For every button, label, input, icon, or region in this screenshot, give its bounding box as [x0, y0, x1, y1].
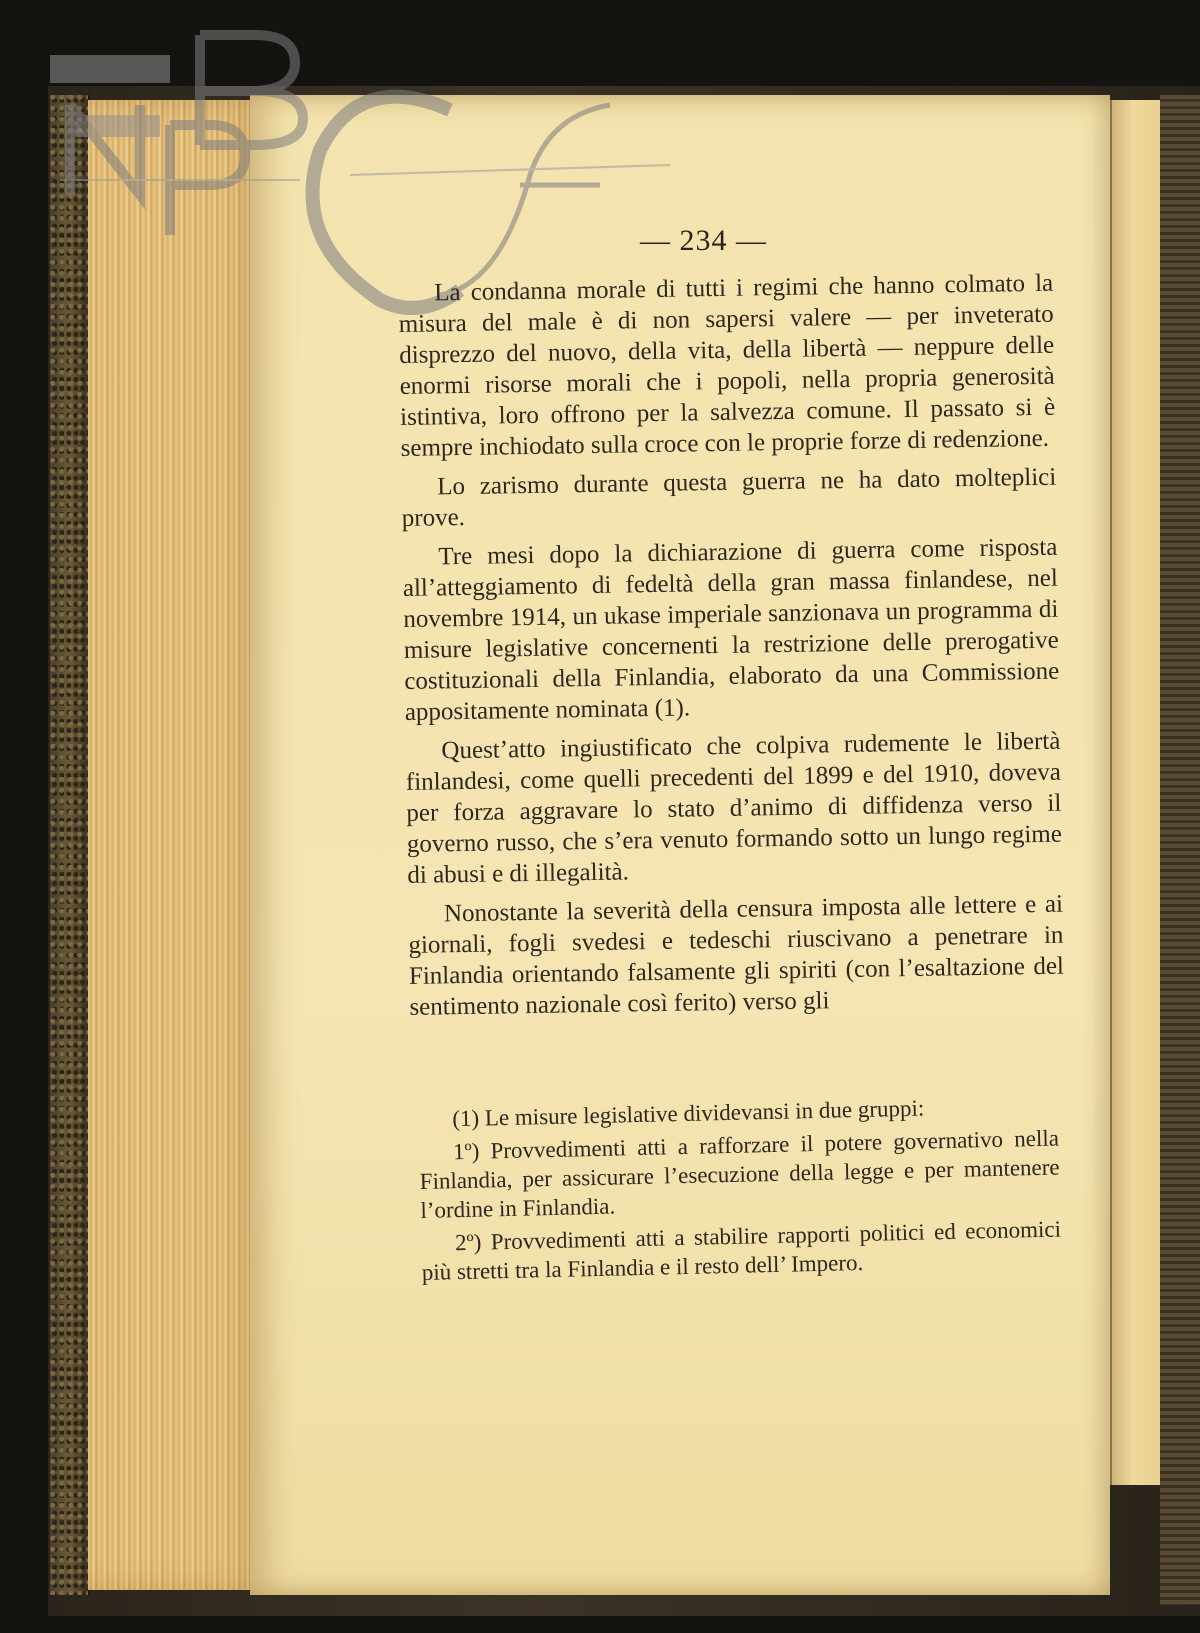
footnote: (1) Le misure legislative dividevansi in due gruppi:: [452, 1095, 925, 1132]
paragraph: Tre mesi dopo la dichiarazione di guerra come risposta all’atteggiamento di fedeltà della gran massa finlandese, nel novembre 1914, un ukase imperiale sanzionava un programma di misure legislative concernenti la restrizione delle prerogative costituzionali della Finlandia, elaborato da una Commissione appositamente nominata (1).: [402, 533, 1060, 726]
page-edges: [88, 100, 268, 1590]
footnotes: [418, 1090, 1062, 1290]
next-page-edge: [1110, 100, 1164, 1485]
paragraph: Quest’atto ingiustificato che colpiva rudemente le libertà finlandesi, come quelli precedenti del 1899 e del 1910, doveva per forza aggravare lo stato d’animo di diffidenza verso il governo russo, che s’era venuto formando sotto un lungo regime di abusi e di illegalità.: [405, 727, 1063, 889]
paragraph: Nonostante la severità della censura imposta alle lettere e ai giornali, fogli svedesi e tedeschi riuscivano a penetrare in Finlandia orientando falsamente gli spiriti (con l’esaltazione del sentimento nazionale così ferito) verso gli: [408, 890, 1065, 1021]
paragraph: La condanna morale di tutti i regimi che hanno colmato la misura del male è di non sapersi valere — per inveterato disprezzo del nuovo, della vita, della libertà — neppure delle enormi risorse morali che i popoli, nella propria generosità istintiva, loro offrono per la salvezza comune. Il passato si è sempre inchiodato sulla croce con le proprie forze di redenzione.: [398, 269, 1056, 462]
footnote: 2º) Provvedimenti atti a stabilire rapporti politici ed economici più stretti tra la Finlandia e il resto dell’ Impero.: [421, 1216, 1062, 1285]
book-cover-right: [1160, 95, 1200, 1605]
paragraph: Lo zarismo durante questa guerra ne ha dato molteplici prove.: [401, 463, 1057, 532]
book-spine: [50, 95, 90, 1595]
page-number: — 234 —: [640, 224, 767, 257]
body-text: [398, 268, 1065, 1031]
footnote: 1º) Provvedimenti atti a rafforzare il potere governativo nella Finlandia, per assicurare l’esecuzione della legge e per mantenere l’ordine in Finlandia.: [419, 1125, 1060, 1223]
